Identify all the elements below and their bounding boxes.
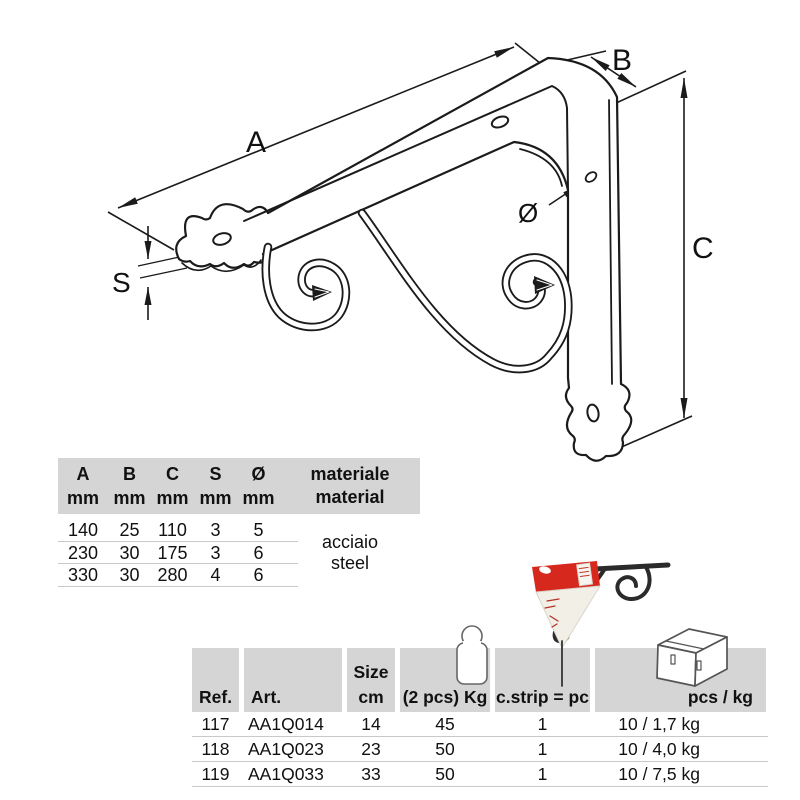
table-cell: 118	[201, 738, 230, 759]
dim-a-extension-left	[108, 212, 174, 250]
table-cell: 6	[253, 565, 264, 586]
col-header-strip: c.strip = pc	[495, 648, 590, 712]
material-value: acciaio steel	[321, 532, 379, 573]
table-cell: 30	[119, 565, 140, 586]
dimensions-table	[58, 458, 420, 587]
ornamental-scroll	[266, 213, 569, 369]
weight-icon	[457, 626, 487, 684]
dimensions-table-header	[58, 458, 420, 514]
col-header-a: A mm	[66, 464, 99, 508]
table-cell: 50	[435, 738, 455, 759]
table-cell: AA1Q033	[248, 763, 324, 784]
table-cell: 175	[157, 542, 188, 563]
col-header-c: C mm	[156, 464, 189, 508]
dim-label-dia: Ø	[518, 198, 539, 228]
dimensions-table-rows	[58, 519, 280, 587]
table-cell: 3	[210, 519, 221, 540]
table-cell: 10 / 7,5 kg	[618, 763, 700, 784]
table-cell: 30	[119, 542, 140, 563]
table-cell: 45	[435, 713, 455, 734]
table-cell: 5	[253, 519, 264, 540]
col-header-ref: Ref.	[192, 648, 239, 712]
col-header-weight: (2 pcs) Kg	[400, 648, 490, 712]
table-cell: 23	[361, 738, 381, 759]
table-cell: 14	[361, 713, 381, 734]
table-cell: 50	[435, 763, 455, 784]
table-cell: 110	[158, 519, 187, 540]
table-cell: 6	[253, 542, 264, 563]
bracket-silhouette	[176, 58, 631, 461]
table-cell: 10 / 4,0 kg	[618, 738, 700, 759]
col-header-pcs-kg: pcs / kg	[595, 648, 766, 712]
table-cell: 119	[201, 763, 230, 784]
photo-label-tag	[577, 563, 593, 586]
table-row	[58, 542, 280, 565]
table-row	[192, 737, 768, 762]
table-row	[58, 519, 280, 542]
col-header-art: Art.	[244, 648, 342, 712]
col-header-s: S mm	[199, 464, 232, 508]
col-header-dia: Ø mm	[242, 464, 275, 508]
table-cell: 230	[67, 542, 99, 563]
dim-s-thickness-line-2	[140, 268, 187, 278]
table-cell: AA1Q023	[248, 738, 324, 759]
dim-label-a: A	[246, 126, 267, 159]
packaged-bracket-photo	[532, 561, 668, 686]
table-cell: AA1Q014	[248, 713, 324, 734]
order-table-icons	[420, 552, 780, 692]
col-header-size: Size cm	[347, 648, 395, 712]
table-row	[58, 564, 280, 587]
table-cell: 25	[119, 519, 140, 540]
table-row	[192, 762, 768, 787]
col-header-b: B mm	[113, 464, 146, 508]
table-cell: 1	[537, 738, 548, 759]
table-cell: 10 / 1,7 kg	[618, 713, 700, 734]
col-header-material: materiale material	[310, 464, 390, 507]
order-table-rows	[192, 712, 768, 787]
dim-dia-leader	[549, 193, 567, 205]
dim-label-b: B	[612, 44, 633, 77]
photo-label-paper	[536, 586, 600, 648]
dim-label-c: C	[692, 232, 714, 265]
table-cell: 1	[537, 713, 548, 734]
table-cell: 3	[210, 542, 221, 563]
table-cell: 4	[210, 565, 221, 586]
carton-box-icon	[657, 629, 727, 686]
table-cell: 330	[67, 565, 99, 586]
table-cell: 33	[361, 763, 381, 784]
table-cell: 1	[537, 763, 548, 784]
table-cell: 117	[201, 713, 230, 734]
photo-bracket-curl	[617, 567, 649, 599]
table-row	[192, 712, 768, 737]
table-cell: 280	[157, 565, 188, 586]
bracket-outline	[176, 58, 631, 461]
dim-label-s: S	[112, 267, 131, 298]
table-cell: 140	[67, 519, 99, 540]
